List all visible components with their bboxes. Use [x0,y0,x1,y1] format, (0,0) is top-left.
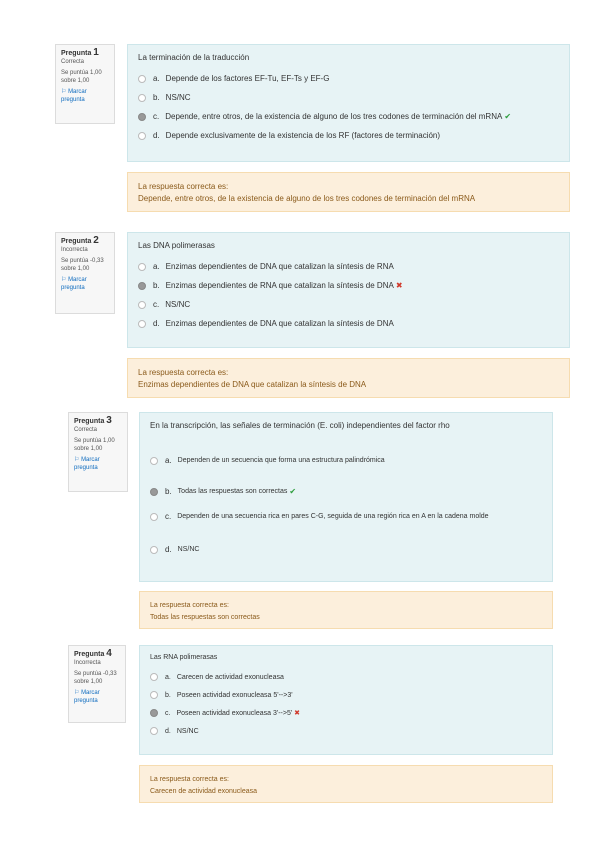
radio-button[interactable] [138,301,146,309]
option-text: Enzimas dependientes de DNA que catalizan la síntesis de RNA [165,262,394,271]
flag-question-link[interactable]: ⚐ Marcar pregunta [74,457,100,471]
question-label: Pregunta [74,651,105,658]
correct-answer-feedback [127,172,570,212]
question-info [55,232,115,314]
option-text: Depende de los factores EF-Tu, EF-Ts y EF-G [165,74,330,83]
answer-option[interactable]: b. Todas las respuestas son correctas ✔ [150,487,548,496]
answer-option[interactable]: d. Depende exclusivamente de la existencia de los RF (factores de terminación) [138,131,559,140]
radio-button[interactable] [138,263,146,271]
radio-button[interactable] [138,132,146,140]
question-status: Correcta [74,427,98,433]
question-number: 4 [106,648,112,659]
question-text: En la transcripción, las señales de terminación (E. coli) independientes del factor rho [150,421,450,430]
question-score: Se puntúa -0,33 sobre 1,00 [61,258,104,272]
radio-button[interactable] [138,113,146,121]
question-status: Incorrecta [74,660,101,666]
feedback-answer: Depende, entre otros, de la existencia de alguno de los tres codones de terminación del mRNA [138,194,476,203]
feedback-answer: Todas las respuestas son correctas [150,614,260,621]
option-text: Enzimas dependientes de DNA que catalizan la síntesis de DNA [165,319,394,328]
option-text: NS/NC [165,93,191,102]
question-label: Pregunta [61,238,92,245]
flag-icon: ⚐ [74,457,80,463]
cross-icon: ✖ [395,281,403,290]
question-number: 1 [93,47,99,58]
option-text: NS/NC [177,546,200,553]
question-score: Se puntúa -0,33 sobre 1,00 [74,671,117,685]
check-icon: ✔ [504,112,512,121]
feedback-title: La respuesta correcta es: [150,776,229,783]
answer-option[interactable]: c. Poseen actividad exonucleasa 3'-->5' ✖ [150,709,542,717]
feedback-title: La respuesta correcta es: [150,602,229,609]
feedback-title: La respuesta correcta es: [138,368,229,377]
question-score: Se puntúa 1,00 sobre 1,00 [74,438,115,452]
correct-answer-feedback [139,765,553,803]
option-text: Dependen de un secuencia que forma una estructura palindrómica [177,457,385,464]
correct-answer-feedback [127,358,570,398]
feedback-title: La respuesta correcta es: [138,182,229,191]
answer-option[interactable]: d. NS/NC [150,727,542,735]
question-info [68,412,128,492]
option-text: Dependen de una secuencia rica en pares C-G, seguida de una región rica en A en la cadena molde [177,513,489,520]
question-score: Se puntúa 1,00 sobre 1,00 [61,70,102,84]
question-card [127,232,570,348]
answer-option[interactable]: c. Dependen de una secuencia rica en pares C-G, seguida de una región rica en A en la cadena molde [150,512,548,521]
option-text: Enzimas dependientes de RNA que catalizan la síntesis de DNA [165,281,394,290]
option-text: Poseen actividad exonucleasa 5'-->3' [176,691,293,699]
correct-answer-feedback [139,591,553,629]
check-icon: ✔ [289,487,297,496]
answer-option[interactable]: d. Enzimas dependientes de DNA que catalizan la síntesis de DNA [138,319,559,328]
flag-question-link[interactable]: ⚐ Marcar pregunta [61,277,87,291]
option-text: Depende, entre otros, de la existencia de alguno de los tres codones de terminación del mRNA [165,112,503,121]
option-text: Poseen actividad exonucleasa 3'-->5' [176,709,293,717]
question-label: Pregunta [74,418,105,425]
question-status: Correcta [61,59,85,65]
option-text: NS/NC [176,727,199,735]
question-text: La terminación de la traducción [138,53,250,62]
question-text: Las RNA polimerasas [150,654,218,661]
radio-button[interactable] [138,75,146,83]
option-text: NS/NC [165,300,191,309]
question-number: 3 [106,415,112,426]
radio-button[interactable] [150,546,158,554]
option-text: Carecen de actividad exonucleasa [176,673,284,681]
answer-option[interactable]: b. NS/NC [138,93,559,102]
question-card [127,44,570,162]
cross-icon: ✖ [294,710,301,717]
radio-button[interactable] [150,457,158,465]
radio-button[interactable] [150,727,158,735]
radio-button[interactable] [138,320,146,328]
question-info [68,645,126,723]
radio-button[interactable] [150,709,158,717]
answer-option[interactable]: a. Enzimas dependientes de DNA que catalizan la síntesis de RNA [138,262,559,271]
radio-button[interactable] [150,488,158,496]
answer-option[interactable]: a. Carecen de actividad exonucleasa [150,673,542,681]
answer-option[interactable]: d. NS/NC [150,545,548,554]
question-number: 2 [93,235,99,246]
flag-icon: ⚐ [61,277,67,283]
radio-button[interactable] [138,282,146,290]
option-text: Depende exclusivamente de la existencia de los RF (factores de terminación) [165,131,441,140]
radio-button[interactable] [150,673,158,681]
question-status: Incorrecta [61,247,88,253]
flag-icon: ⚐ [61,89,67,95]
flag-question-link[interactable]: ⚐ Marcar pregunta [74,690,100,704]
answer-option[interactable]: c. Depende, entre otros, de la existencia de alguno de los tres codones de terminación del mRNA ✔ [138,112,559,121]
answer-option[interactable]: b. Poseen actividad exonucleasa 5'-->3' [150,691,542,699]
question-card [139,645,553,755]
feedback-answer: Carecen de actividad exonucleasa [150,788,258,795]
radio-button[interactable] [150,513,158,521]
question-text: Las DNA polimerasas [138,241,215,250]
answer-option[interactable]: c. NS/NC [138,300,559,309]
flag-question-link[interactable]: ⚐ Marcar pregunta [61,89,87,103]
answer-option[interactable]: a. Dependen de un secuencia que forma una estructura palindrómica [150,456,548,465]
answer-option[interactable]: b. Enzimas dependientes de RNA que catalizan la síntesis de DNA ✖ [138,281,559,290]
answer-option[interactable]: a. Depende de los factores EF-Tu, EF-Ts y EF-G [138,74,559,83]
question-label: Pregunta [61,50,92,57]
radio-button[interactable] [150,691,158,699]
question-card [139,412,553,582]
question-info [55,44,115,124]
option-text: Todas las respuestas son correctas [177,488,288,495]
flag-icon: ⚐ [74,690,80,696]
radio-button[interactable] [138,94,146,102]
feedback-answer: Enzimas dependientes de DNA que catalizan la síntesis de DNA [138,380,367,389]
